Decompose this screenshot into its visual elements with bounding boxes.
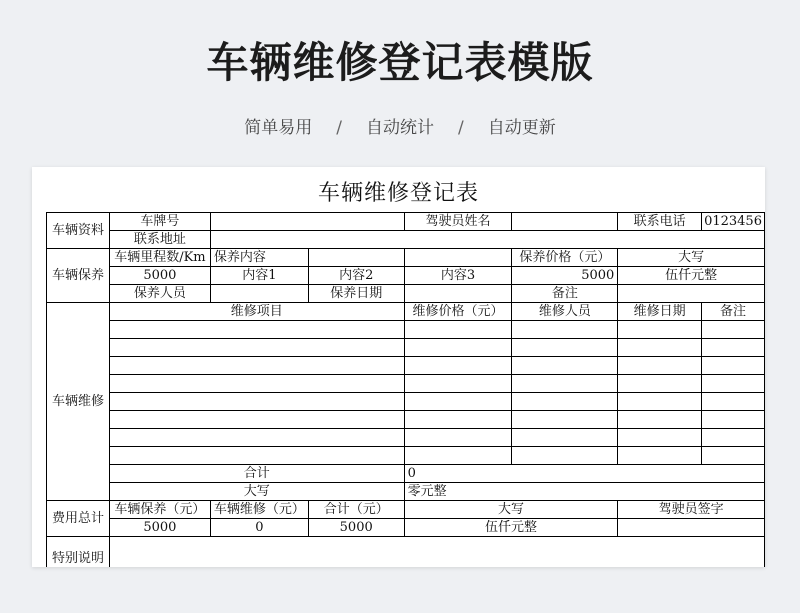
summary-repair-value: 0 bbox=[210, 519, 308, 537]
repair-total-label: 合计 bbox=[109, 465, 404, 483]
info-row-1 bbox=[47, 213, 765, 231]
form-sheet bbox=[32, 167, 765, 567]
repair-person-header: 维修人员 bbox=[512, 303, 618, 321]
summary-total-header: 合计（元） bbox=[308, 501, 404, 519]
summary-total-value: 5000 bbox=[308, 519, 404, 537]
repair-person-cell[interactable] bbox=[512, 429, 618, 447]
form-title: 车辆维修登记表 bbox=[317, 181, 479, 206]
summary-header-row bbox=[47, 501, 765, 519]
repair-date-cell[interactable] bbox=[618, 429, 702, 447]
info-row-2 bbox=[47, 231, 765, 249]
repair-price-cell[interactable] bbox=[404, 375, 512, 393]
repair-price-cell[interactable] bbox=[404, 429, 512, 447]
repair-date-header: 维修日期 bbox=[618, 303, 702, 321]
maintenance-price-value[interactable]: 5000 bbox=[512, 267, 618, 285]
maintenance-person-label: 保养人员 bbox=[109, 285, 210, 303]
tag-separator: / bbox=[458, 118, 464, 138]
repair-capital-value: 零元整 bbox=[404, 483, 764, 501]
repair-note-cell[interactable] bbox=[702, 321, 765, 339]
plate-label: 车牌号 bbox=[109, 213, 210, 231]
summary-maintenance-header: 车辆保养（元） bbox=[109, 501, 210, 519]
repair-person-cell[interactable] bbox=[512, 339, 618, 357]
repair-person-cell[interactable] bbox=[512, 393, 618, 411]
driver-signature-cell[interactable] bbox=[618, 519, 765, 537]
repair-note-cell[interactable] bbox=[702, 393, 765, 411]
content-label: 保养内容 bbox=[210, 249, 308, 267]
maintenance-capital-value: 伍仟元整 bbox=[618, 267, 765, 285]
repair-total-row bbox=[47, 465, 765, 483]
repair-note-cell[interactable] bbox=[702, 339, 765, 357]
repair-price-cell[interactable] bbox=[404, 339, 512, 357]
repair-person-cell[interactable] bbox=[512, 411, 618, 429]
repair-person-cell[interactable] bbox=[512, 447, 618, 465]
repair-row bbox=[47, 375, 765, 393]
mileage-value[interactable]: 5000 bbox=[109, 267, 210, 285]
repair-price-cell[interactable] bbox=[404, 321, 512, 339]
repair-price-cell[interactable] bbox=[404, 393, 512, 411]
repair-item-cell[interactable] bbox=[109, 339, 404, 357]
maintenance-date-cell[interactable] bbox=[404, 285, 512, 303]
repair-date-cell[interactable] bbox=[618, 393, 702, 411]
plate-cell[interactable] bbox=[210, 213, 404, 231]
phone-label: 联系电话 bbox=[618, 213, 702, 231]
section-label-cost-summary: 费用总计 bbox=[47, 501, 110, 537]
repair-date-cell[interactable] bbox=[618, 411, 702, 429]
repair-price-cell[interactable] bbox=[404, 411, 512, 429]
summary-signature-header: 驾驶员签字 bbox=[618, 501, 765, 519]
repair-date-cell[interactable] bbox=[618, 375, 702, 393]
repair-row bbox=[47, 357, 765, 375]
section-label-vehicle-info: 车辆资料 bbox=[47, 213, 110, 249]
content-2[interactable]: 内容2 bbox=[308, 267, 404, 285]
tag-auto-stats: 自动统计 bbox=[366, 118, 434, 138]
content-3[interactable]: 内容3 bbox=[404, 267, 512, 285]
maintenance-price-label: 保养价格（元） bbox=[512, 249, 618, 267]
repair-row bbox=[47, 339, 765, 357]
repair-item-cell[interactable] bbox=[109, 375, 404, 393]
section-label-maintenance: 车辆保养 bbox=[47, 249, 110, 303]
maintenance-row-3 bbox=[47, 285, 765, 303]
repair-date-cell[interactable] bbox=[618, 357, 702, 375]
summary-value-row bbox=[47, 519, 765, 537]
repair-person-cell[interactable] bbox=[512, 375, 618, 393]
repair-price-cell[interactable] bbox=[404, 357, 512, 375]
mileage-label: 车辆里程数/Km bbox=[109, 249, 210, 267]
repair-note-cell[interactable] bbox=[702, 429, 765, 447]
repair-date-cell[interactable] bbox=[618, 447, 702, 465]
repair-item-cell[interactable] bbox=[109, 411, 404, 429]
special-notes-row bbox=[47, 537, 765, 568]
driver-name-cell[interactable] bbox=[512, 213, 618, 231]
repair-note-cell[interactable] bbox=[702, 447, 765, 465]
maintenance-capital-label: 大写 bbox=[618, 249, 765, 267]
summary-capital-header: 大写 bbox=[404, 501, 618, 519]
repair-person-cell[interactable] bbox=[512, 321, 618, 339]
repair-item-cell[interactable] bbox=[109, 393, 404, 411]
repair-total-value: 0 bbox=[404, 465, 764, 483]
repair-item-cell[interactable] bbox=[109, 429, 404, 447]
repair-row bbox=[47, 321, 765, 339]
summary-repair-header: 车辆维修（元） bbox=[210, 501, 308, 519]
maintenance-person-cell[interactable] bbox=[210, 285, 308, 303]
repair-item-cell[interactable] bbox=[109, 357, 404, 375]
maintenance-date-label: 保养日期 bbox=[308, 285, 404, 303]
maintenance-note-cell[interactable] bbox=[618, 285, 765, 303]
driver-name-label: 驾驶员姓名 bbox=[404, 213, 512, 231]
repair-register-table bbox=[46, 212, 765, 567]
tag-auto-update: 自动更新 bbox=[487, 118, 556, 138]
repair-capital-label: 大写 bbox=[109, 483, 404, 501]
summary-maintenance-value: 5000 bbox=[109, 519, 210, 537]
section-label-special-notes: 特别说明 bbox=[47, 537, 110, 568]
repair-row bbox=[47, 429, 765, 447]
content-1[interactable]: 内容1 bbox=[210, 267, 308, 285]
empty-cell[interactable] bbox=[404, 249, 512, 267]
feature-tags bbox=[0, 113, 800, 138]
empty-cell[interactable] bbox=[308, 249, 404, 267]
repair-item-header: 维修项目 bbox=[109, 303, 404, 321]
summary-capital-value: 伍仟元整 bbox=[404, 519, 618, 537]
special-notes-cell[interactable] bbox=[109, 537, 764, 568]
repair-price-cell[interactable] bbox=[404, 447, 512, 465]
repair-row bbox=[47, 393, 765, 411]
repair-row bbox=[47, 411, 765, 429]
repair-person-cell[interactable] bbox=[512, 357, 618, 375]
repair-row bbox=[47, 447, 765, 465]
repair-item-cell[interactable] bbox=[109, 447, 404, 465]
maintenance-note-label: 备注 bbox=[512, 285, 618, 303]
tag-separator: / bbox=[336, 118, 342, 138]
repair-note-cell[interactable] bbox=[702, 411, 765, 429]
address-label: 联系地址 bbox=[109, 231, 210, 249]
page-title: 车辆维修登记表模版 bbox=[206, 38, 594, 87]
repair-capital-row bbox=[47, 483, 765, 501]
repair-date-cell[interactable] bbox=[618, 321, 702, 339]
section-label-repair: 车辆维修 bbox=[47, 303, 110, 501]
address-cell[interactable] bbox=[210, 231, 764, 249]
maintenance-row-1 bbox=[47, 249, 765, 267]
repair-note-cell[interactable] bbox=[702, 375, 765, 393]
repair-price-header: 维修价格（元） bbox=[404, 303, 512, 321]
repair-note-header: 备注 bbox=[702, 303, 765, 321]
repair-header-row bbox=[47, 303, 765, 321]
repair-note-cell[interactable] bbox=[702, 357, 765, 375]
repair-date-cell[interactable] bbox=[618, 339, 702, 357]
maintenance-row-2 bbox=[47, 267, 765, 285]
phone-cell[interactable]: 0123456 bbox=[702, 213, 765, 231]
repair-item-cell[interactable] bbox=[109, 321, 404, 339]
tag-easy: 简单易用 bbox=[244, 118, 313, 138]
